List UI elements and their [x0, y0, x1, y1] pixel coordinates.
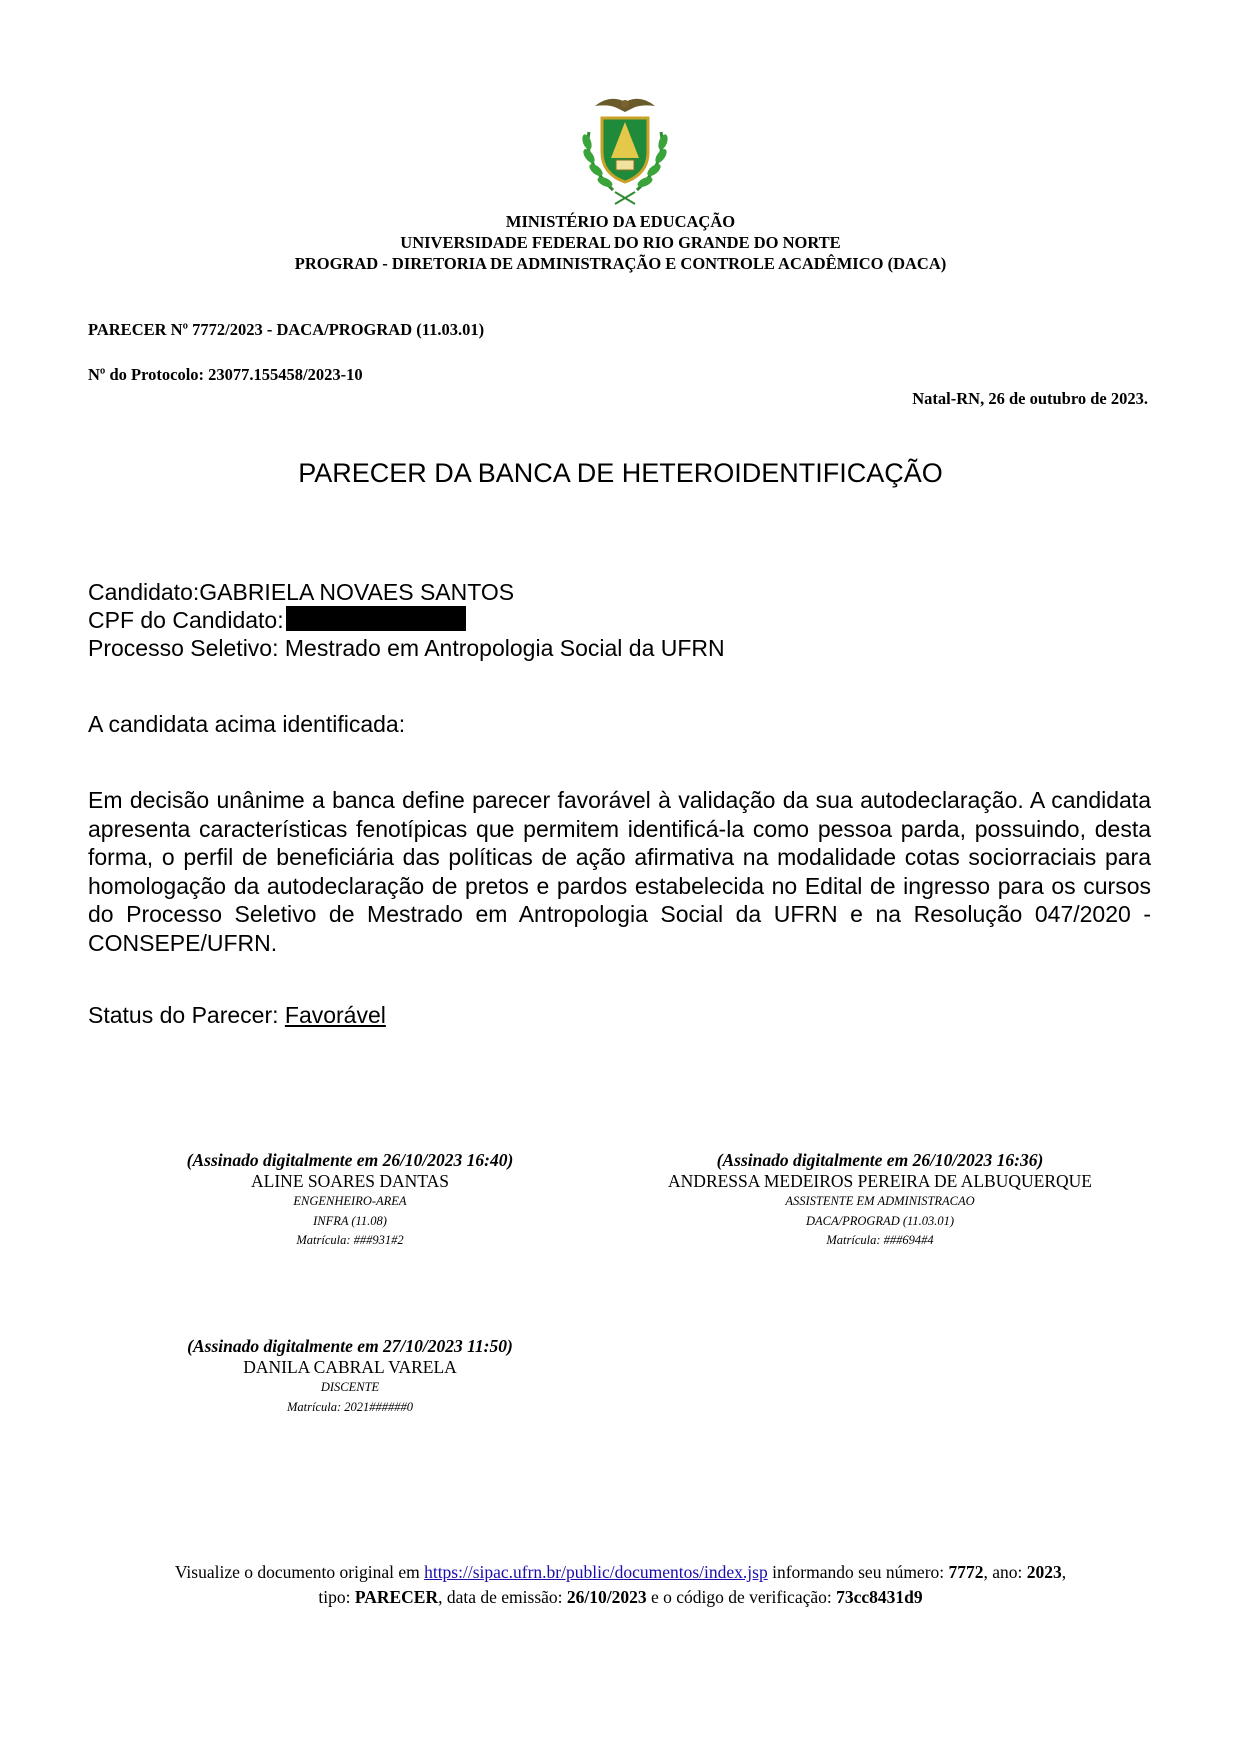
footer-tipo: PARECER — [354, 1587, 439, 1607]
intro-text: A candidata acima identificada: — [88, 711, 406, 737]
signer-unit: INFRA (11.08) — [313, 1213, 387, 1228]
cpf-label: CPF do Candidato: — [88, 607, 284, 633]
ministry-heading: MINISTÉRIO DA EDUCAÇÃO — [505, 212, 736, 231]
candidate-cpf — [88, 606, 466, 634]
university-heading: UNIVERSIDADE FEDERAL DO RIO GRANDE DO NORTE — [400, 233, 841, 252]
footer-number: 7772 — [948, 1562, 984, 1582]
signature-timestamp: (Assinado digitalmente em 26/10/2023 16:36) — [716, 1150, 1044, 1170]
verification-footer: Visualize o documento original em https://sipac.ufrn.br/public/documentos/index.jsp informando seu número: 7772, ano: 2023, tipo: PARECER, data de emissão: 26/10/2023 e o código de verificação: 73cc8431d9 — [174, 1562, 1067, 1607]
footer-codigo: 73cc8431d9 — [836, 1587, 923, 1607]
signer-matricula: Matrícula: ###694#4 — [826, 1233, 934, 1247]
signature-block — [610, 1150, 1150, 1251]
signer-name: ALINE SOARES DANTAS — [251, 1171, 449, 1191]
verification-link[interactable]: https://sipac.ufrn.br/public/documentos/index.jsp — [424, 1562, 768, 1582]
signer-unit: DACA/PROGRAD (11.03.01) — [805, 1213, 954, 1228]
footer-emissao-label: , data de emissão: — [438, 1587, 567, 1607]
parecer-number: PARECER Nº 7772/2023 - DACA/PROGRAD (11.03.01) — [88, 320, 485, 339]
place-date: Natal-RN, 26 de outubro de 2023. — [912, 389, 1148, 408]
signer-name: ANDRESSA MEDEIROS PEREIRA DE ALBUQUERQUE — [668, 1171, 1092, 1191]
footer-ano-label: , ano: — [983, 1562, 1027, 1582]
ufrn-crest-icon — [575, 92, 675, 207]
status-label: Status do Parecer: — [88, 1002, 285, 1028]
footer-tipo-label: tipo: — [318, 1587, 355, 1607]
candidate-name: Candidato:GABRIELA NOVAES SANTOS — [88, 579, 515, 605]
signature-timestamp: (Assinado digitalmente em 26/10/2023 16:40) — [186, 1150, 514, 1170]
redaction-bar — [286, 606, 466, 631]
footer-codigo-label: e o código de verificação: — [646, 1587, 837, 1607]
selection-process: Processo Seletivo: Mestrado em Antropologia Social da UFRN — [88, 635, 725, 661]
signer-name: DANILA CABRAL VARELA — [243, 1357, 457, 1377]
footer-number-label: informando seu número: — [767, 1562, 949, 1582]
signer-role: ASSISTENTE EM ADMINISTRACAO — [785, 1194, 975, 1208]
footer-ano: 2023 — [1026, 1562, 1062, 1582]
document-title: PARECER DA BANCA DE HETEROIDENTIFICAÇÃO — [298, 458, 943, 488]
status-line — [88, 1001, 386, 1029]
signature-timestamp: (Assinado digitalmente em 27/10/2023 11:50) — [187, 1336, 513, 1356]
signer-role: ENGENHEIRO-AREA — [293, 1194, 407, 1208]
signer-role: DISCENTE — [320, 1380, 380, 1394]
signer-matricula: Matrícula: 2021######0 — [286, 1399, 414, 1414]
status-value: Favorável — [284, 1002, 386, 1028]
protocol-number: Nº do Protocolo: 23077.155458/2023-10 — [88, 365, 363, 384]
signature-block — [110, 1336, 590, 1417]
decision-paragraph: Em decisão unânime a banca define parecer favorável à validação da sua autodeclaração. A candidata apresenta características fenotípicas que permitem identificá-la como pessoa parda, possuindo, desta forma, o perfil de beneficiária das políticas de ação afirmativa na modalidade cotas sociorraciais para homologação da autodeclaração de pretos e pardos estabelecida no Edital de ingresso para os cursos do Processo Seletivo de Mestrado em Antropologia Social da UFRN e na Resolução 047/2020 - CONSEPE/UFRN. — [88, 787, 1151, 956]
signer-matricula: Matrícula: ###931#2 — [296, 1233, 404, 1247]
footer-prefix: Visualize o documento original em — [174, 1562, 425, 1582]
signature-block — [110, 1150, 590, 1251]
department-heading: PROGRAD - DIRETORIA DE ADMINISTRAÇÃO E CONTROLE ACADÊMICO (DACA) — [294, 254, 947, 273]
footer-emissao: 26/10/2023 — [566, 1587, 647, 1607]
